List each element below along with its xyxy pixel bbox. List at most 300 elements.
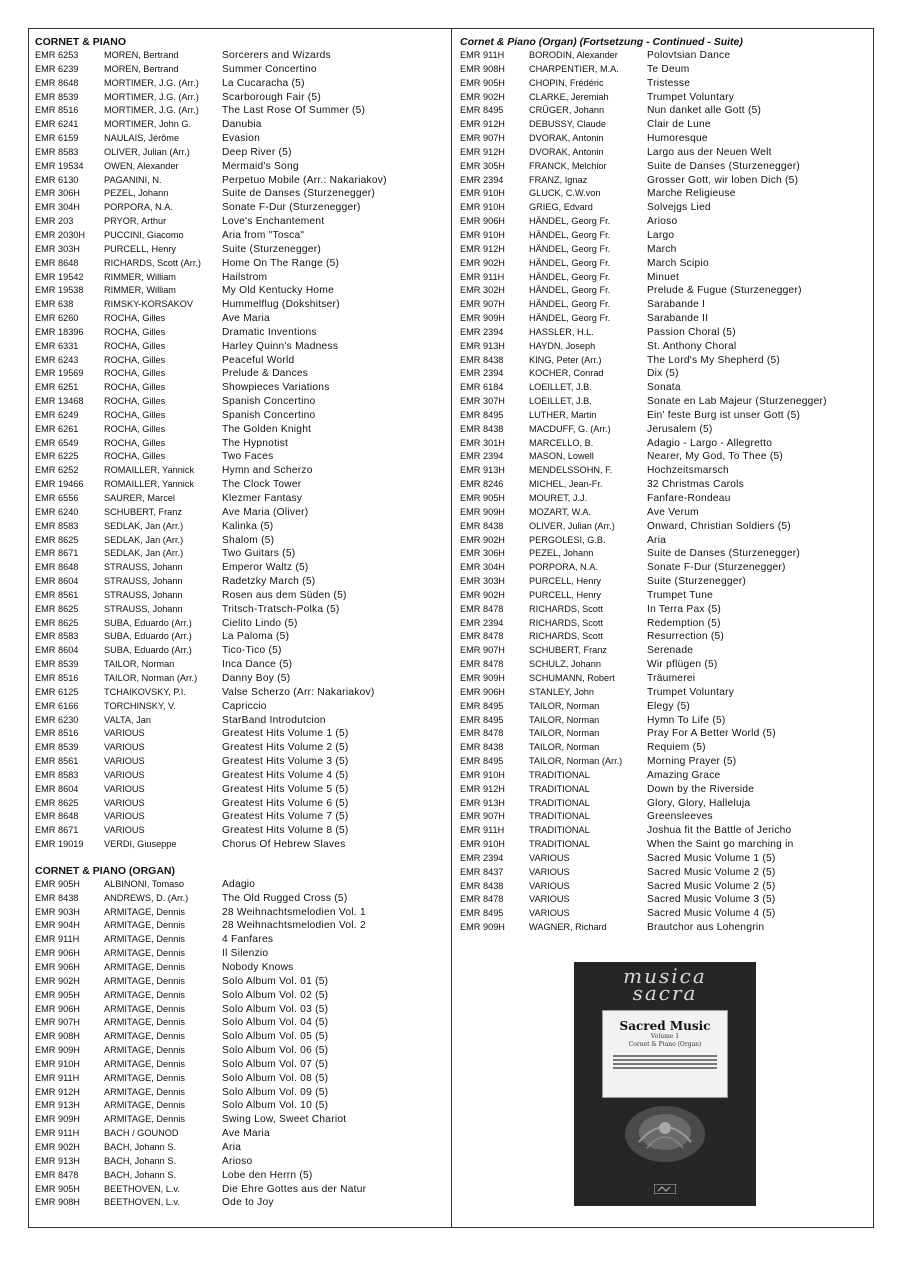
- catalog-code: EMR 913H: [35, 1100, 80, 1111]
- list-item: [35, 603, 445, 617]
- catalog-code: EMR 908H: [35, 1031, 80, 1042]
- catalog-code: EMR 913H: [460, 465, 505, 476]
- work-title: Joshua fit the Battle of Jericho: [647, 825, 792, 837]
- work-title: Arioso: [222, 1155, 253, 1167]
- list-item: [460, 727, 868, 741]
- work-title: March Scipio: [647, 257, 709, 269]
- catalog-code: EMR 910H: [460, 229, 505, 240]
- list-item: [460, 769, 868, 783]
- list-item: [35, 326, 445, 340]
- list-item: [460, 104, 868, 118]
- composer: RICHARDS, Scott (Arr.): [104, 257, 201, 268]
- composer: HASSLER, H.L.: [529, 326, 594, 337]
- catalog-code: EMR 909H: [460, 672, 505, 683]
- composer: ARMITAGE, Dennis: [104, 1100, 186, 1111]
- catalog-code: EMR 908H: [460, 63, 505, 74]
- work-title: Two Guitars (5): [222, 548, 296, 560]
- section-title-cornet-piano: CORNET & PIANO: [35, 36, 127, 48]
- list-item: [35, 49, 445, 63]
- list-item: [35, 755, 445, 769]
- work-title: Solo Album Vol. 09 (5): [222, 1086, 329, 1098]
- list-item: [460, 921, 868, 935]
- list-item: [460, 174, 868, 188]
- list-item: [35, 700, 445, 714]
- work-title: Kalinka (5): [222, 520, 274, 532]
- work-title: Hummelflug (Dokshitser): [222, 299, 340, 311]
- work-title: Two Faces: [222, 451, 274, 463]
- work-title: Träumerei: [647, 672, 696, 684]
- list-item: [35, 1127, 445, 1141]
- list-item: [460, 492, 868, 506]
- catalog-code: EMR 203: [35, 216, 74, 227]
- composer: OWEN, Alexander: [104, 160, 179, 171]
- list-item: [35, 892, 445, 906]
- composer: ARMITAGE, Dennis: [104, 962, 186, 972]
- composer: GLUCK, C.W.von: [529, 188, 601, 199]
- catalog-code: EMR 902H: [460, 534, 505, 545]
- catalog-code: EMR 6331: [35, 340, 79, 351]
- composer: MOURET, J.J.: [529, 493, 588, 503]
- composer: SEDLAK, Jan (Arr.): [104, 534, 184, 545]
- list-item: [35, 464, 445, 478]
- work-title: The Hypnotist: [222, 437, 289, 449]
- list-item: [35, 104, 445, 118]
- catalog-code: EMR 905H: [35, 1183, 80, 1194]
- list-item: [35, 575, 445, 589]
- list-item: [460, 450, 868, 464]
- work-title: Tico-Tico (5): [222, 645, 282, 657]
- list-item: [35, 174, 445, 188]
- composer: HÄNDEL, Georg Fr.: [529, 243, 611, 254]
- cover-publisher-logo: [574, 1184, 756, 1196]
- work-title: Solo Album Vol. 06 (5): [222, 1045, 329, 1057]
- work-title: Trumpet Voluntary: [647, 91, 735, 103]
- list-item: [35, 1183, 445, 1197]
- work-title: Trumpet Tune: [647, 589, 714, 601]
- list-item: [35, 1003, 445, 1017]
- work-title: Suite (Sturzenegger): [647, 576, 747, 588]
- list-item: [460, 907, 868, 921]
- composer: VARIOUS: [104, 811, 145, 822]
- work-title: Grosser Gott, wir loben Dich (5): [647, 174, 799, 186]
- catalog-code: EMR 301H: [460, 437, 505, 448]
- work-title: Ave Verum: [647, 506, 699, 518]
- composer: TRADITIONAL: [529, 797, 590, 808]
- composer: RIMSKY-KORSAKOV: [104, 299, 194, 310]
- work-title: Greatest Hits Volume 3 (5): [222, 756, 349, 768]
- work-title: Onward, Christian Soldiers (5): [647, 520, 791, 532]
- catalog-code: EMR 907H: [460, 811, 505, 822]
- work-title: Ode to Joy: [222, 1197, 274, 1209]
- list-item: [460, 686, 868, 700]
- composer: SCHUBERT, Franz: [529, 645, 607, 656]
- catalog-code: EMR 910H: [35, 1058, 80, 1069]
- composer: TRADITIONAL: [529, 769, 590, 780]
- catalog-code: EMR 6241: [35, 119, 79, 130]
- list-item: [460, 852, 868, 866]
- catalog-code: EMR 902H: [460, 91, 505, 102]
- catalog-code: EMR 6261: [35, 423, 79, 434]
- work-title: Resurrection (5): [647, 631, 725, 643]
- composer: MACDUFF, G. (Arr.): [529, 423, 611, 434]
- composer: MORTIMER, John G.: [104, 119, 192, 130]
- catalog-code: EMR 911H: [460, 825, 505, 836]
- work-title: Nun danket alle Gott (5): [647, 105, 762, 117]
- composer: RIMMER, William: [104, 271, 176, 282]
- work-title: St. Anthony Choral: [647, 340, 737, 352]
- cover-brand-line1: musica: [623, 964, 707, 988]
- catalog-code: EMR 8583: [35, 769, 79, 780]
- composer: STRAUSS, Johann: [104, 562, 183, 573]
- composer: PERGOLESI, G.B.: [529, 534, 606, 545]
- list-item: [35, 714, 445, 728]
- cover-brand-line2: sacra: [632, 981, 698, 1005]
- catalog-code: EMR 8478: [460, 631, 504, 642]
- list-item: [35, 561, 445, 575]
- list-item: [460, 146, 868, 160]
- list-item: [35, 769, 445, 783]
- catalog-code: EMR 8671: [35, 825, 79, 836]
- work-title: Minuet: [647, 271, 680, 283]
- composer: ARMITAGE, Dennis: [104, 1058, 186, 1069]
- composer: HÄNDEL, Georg Fr.: [529, 257, 611, 268]
- work-title: Solo Album Vol. 04 (5): [222, 1017, 329, 1029]
- list-item: [460, 367, 868, 381]
- catalog-code: EMR 8625: [35, 534, 79, 545]
- composer: MOREN, Bertrand: [104, 63, 179, 74]
- catalog-code: EMR 8539: [35, 742, 79, 753]
- composer: TAILOR, Norman (Arr.): [529, 756, 623, 767]
- work-title: Marche Religieuse: [647, 188, 736, 200]
- work-title: Polovtsian Dance: [647, 50, 731, 61]
- list-item: [460, 534, 868, 548]
- work-title: Spanish Concertino: [222, 396, 316, 408]
- list-item: [35, 1196, 445, 1210]
- composer: BORODIN, Alexander: [529, 50, 618, 60]
- work-title: Greatest Hits Volume 7 (5): [222, 811, 349, 823]
- list-item: [460, 810, 868, 824]
- composer: VARIOUS: [104, 797, 145, 808]
- list-item: [35, 947, 445, 961]
- work-title: Jerusalem (5): [647, 423, 713, 435]
- list-item: [35, 1016, 445, 1030]
- catalog-code: EMR 8246: [460, 479, 504, 490]
- composer: ARMITAGE, Dennis: [104, 1045, 186, 1056]
- work-title: Shalom (5): [222, 534, 275, 546]
- work-title: Valse Scherzo (Arr: Nakariakov): [222, 686, 375, 698]
- catalog-code: EMR 902H: [460, 589, 505, 600]
- list-item: [35, 312, 445, 326]
- work-title: Inca Dance (5): [222, 659, 293, 671]
- catalog-code: EMR 909H: [35, 1114, 80, 1125]
- list-item: [460, 714, 868, 728]
- list-item: [460, 201, 868, 215]
- work-title: Scarborough Fair (5): [222, 91, 321, 103]
- work-title: Solo Album Vol. 05 (5): [222, 1031, 329, 1043]
- work-title: Showpieces Variations: [222, 382, 330, 394]
- catalog-code: EMR 6240: [35, 506, 79, 517]
- list-item: [460, 741, 868, 755]
- composer: ROCHA, Gilles: [104, 368, 166, 379]
- catalog-code: EMR 911H: [35, 1128, 80, 1139]
- catalog-code: EMR 906H: [460, 686, 505, 697]
- catalog-code: EMR 2394: [460, 451, 504, 462]
- list-cornet-piano-organ-continued: [460, 49, 868, 935]
- list-item: [460, 271, 868, 285]
- catalog-code: EMR 911H: [460, 50, 505, 60]
- list-item: [35, 1113, 445, 1127]
- catalog-code: EMR 905H: [35, 878, 80, 889]
- work-title: Sarabande I: [647, 299, 706, 311]
- list-item: [460, 63, 868, 77]
- list-item: [35, 1030, 445, 1044]
- work-title: My Old Kentucky Home: [222, 285, 335, 297]
- list-item: [35, 91, 445, 105]
- catalog-code: EMR 8478: [35, 1169, 79, 1180]
- list-item: [460, 312, 868, 326]
- work-title: Danny Boy (5): [222, 672, 291, 684]
- composer: SUBA, Eduardo (Arr.): [104, 645, 192, 656]
- work-title: The Last Rose Of Summer (5): [222, 105, 366, 117]
- work-title: Redemption (5): [647, 617, 721, 629]
- catalog-code: EMR 912H: [460, 119, 505, 130]
- composer: ROCHA, Gilles: [104, 326, 166, 337]
- catalog-code: EMR 908H: [35, 1197, 80, 1208]
- catalog-code: EMR 8625: [35, 617, 79, 628]
- work-title: Te Deum: [647, 63, 690, 75]
- composer: HAYDN, Joseph: [529, 340, 596, 351]
- catalog-code: EMR 912H: [460, 146, 505, 157]
- composer: PORPORA, N.A.: [104, 202, 173, 213]
- work-title: Hailstrom: [222, 271, 268, 283]
- composer: ARMITAGE, Dennis: [104, 1072, 186, 1083]
- composer: ROCHA, Gilles: [104, 396, 166, 407]
- list-item: [35, 547, 445, 561]
- work-title: Adagio: [222, 878, 256, 890]
- list-item: [35, 824, 445, 838]
- composer: VARIOUS: [529, 894, 570, 905]
- composer: OLIVER, Julian (Arr.): [104, 146, 190, 157]
- list-item: [460, 630, 868, 644]
- work-title: Sorcerers and Wizards: [222, 50, 331, 61]
- composer: SUBA, Eduardo (Arr.): [104, 631, 192, 642]
- list-item: [460, 215, 868, 229]
- work-title: Largo: [647, 229, 675, 241]
- list-item: [35, 201, 445, 215]
- catalog-code: EMR 8625: [35, 797, 79, 808]
- list-item: [460, 395, 868, 409]
- work-title: Adagio - Largo - Allegretto: [647, 437, 773, 449]
- catalog-code: EMR 6225: [35, 451, 79, 462]
- list-item: [460, 700, 868, 714]
- section-gap: [35, 852, 445, 864]
- cover-title-box: [602, 1010, 728, 1098]
- composer: ROCHA, Gilles: [104, 354, 166, 365]
- work-title: Summer Concertino: [222, 63, 317, 75]
- work-title: The Lord's My Shepherd (5): [647, 354, 781, 366]
- composer: DEBUSSY, Claude: [529, 119, 606, 130]
- catalog-code: EMR 902H: [35, 1141, 80, 1152]
- composer: DVORAK, Antonin: [529, 146, 604, 157]
- list-item: [35, 906, 445, 920]
- work-title: Peaceful World: [222, 354, 295, 366]
- section-title-continued: Cornet & Piano (Organ) (Fortsetzung - Continued - Suite): [460, 36, 743, 48]
- composer: MORTIMER, J.G. (Arr.): [104, 91, 199, 102]
- composer: ARMITAGE, Dennis: [104, 934, 186, 945]
- composer: HÄNDEL, Georg Fr.: [529, 313, 611, 324]
- catalog-code: EMR 903H: [35, 906, 80, 917]
- list-item: [460, 880, 868, 894]
- list-item: [35, 423, 445, 437]
- list-item: [460, 672, 868, 686]
- composer: ROCHA, Gilles: [104, 409, 166, 420]
- catalog-code: EMR 305H: [460, 160, 505, 171]
- composer: CLARKE, Jeremiah: [529, 91, 609, 102]
- composer: PUCCINI, Giacomo: [104, 229, 184, 240]
- list-item: [460, 658, 868, 672]
- composer: SUBA, Eduardo (Arr.): [104, 617, 192, 628]
- list-item: [460, 229, 868, 243]
- catalog-code: EMR 6251: [35, 382, 79, 393]
- composer: VARIOUS: [529, 852, 570, 863]
- catalog-code: EMR 8478: [460, 603, 504, 614]
- list-item: [35, 450, 445, 464]
- list-item: [460, 257, 868, 271]
- catalog-code: EMR 911H: [460, 271, 505, 282]
- catalog-code: EMR 8583: [35, 520, 79, 531]
- work-title: Solo Album Vol. 07 (5): [222, 1058, 329, 1070]
- list-item: [35, 520, 445, 534]
- list-item: [460, 866, 868, 880]
- catalog-code: EMR 8478: [460, 728, 504, 739]
- catalog-code: EMR 906H: [35, 962, 80, 972]
- work-title: Hymn and Scherzo: [222, 465, 313, 477]
- work-title: Prelude & Dances: [222, 368, 309, 380]
- work-title: Suite (Sturzenegger): [222, 243, 322, 255]
- composer: ROCHA, Gilles: [104, 423, 166, 434]
- composer: PORPORA, N.A.: [529, 562, 598, 573]
- catalog-code: EMR 906H: [35, 948, 80, 959]
- composer: LUTHER, Martin: [529, 409, 597, 420]
- list-item: [35, 506, 445, 520]
- catalog-code: EMR 904H: [35, 920, 80, 931]
- work-title: Tritsch-Tratsch-Polka (5): [222, 603, 340, 615]
- catalog-code: EMR 306H: [35, 188, 80, 199]
- work-title: Greensleeves: [647, 811, 713, 823]
- cover-subtitle-instrument: Cornet & Piano (Organ): [628, 1041, 702, 1048]
- catalog-code: EMR 8438: [460, 742, 504, 753]
- catalog-code: EMR 902H: [35, 975, 80, 986]
- work-title: Klezmer Fantasy: [222, 493, 303, 504]
- list-item: [460, 520, 868, 534]
- composer: BACH, Johann S.: [104, 1141, 177, 1152]
- work-title: The Old Rugged Cross (5): [222, 892, 348, 904]
- list-item: [35, 146, 445, 160]
- composer: TAILOR, Norman (Arr.): [104, 672, 198, 683]
- composer: PRYOR, Arthur: [104, 216, 167, 227]
- work-title: Radetzky March (5): [222, 576, 316, 588]
- catalog-code: EMR 8478: [460, 659, 504, 670]
- work-title: Ave Maria (Oliver): [222, 506, 309, 518]
- catalog-code: EMR 8516: [35, 105, 79, 116]
- cover-contents-lines: [613, 1055, 717, 1069]
- composer: VARIOUS: [104, 728, 145, 739]
- work-title: Suite de Danses (Sturzenegger): [222, 188, 376, 200]
- catalog-code: EMR 6549: [35, 437, 79, 448]
- list-item: [35, 989, 445, 1003]
- list-item: [460, 326, 868, 340]
- composer: VALTA, Jan: [104, 714, 151, 725]
- composer: ARMITAGE, Dennis: [104, 975, 186, 986]
- catalog-code: EMR 911H: [35, 1072, 80, 1083]
- list-item: [460, 49, 868, 63]
- work-title: Hochzeitsmarsch: [647, 465, 729, 477]
- list-item: [35, 961, 445, 975]
- work-title: Serenade: [647, 645, 694, 657]
- composer: PURCELL, Henry: [104, 243, 176, 254]
- cover-subtitle-volume: Volume 1: [650, 1033, 680, 1040]
- list-item: [35, 409, 445, 423]
- list-item: [460, 783, 868, 797]
- work-title: Arioso: [647, 216, 678, 228]
- list-item: [35, 727, 445, 741]
- composer: VARIOUS: [104, 769, 145, 780]
- catalog-code: EMR 8648: [35, 811, 79, 822]
- cover-brand-logo: [574, 964, 756, 1005]
- list-item: [35, 118, 445, 132]
- catalog-code: EMR 912H: [460, 243, 505, 254]
- composer: DVORAK, Antonin: [529, 133, 604, 144]
- catalog-code: EMR 905H: [460, 77, 505, 88]
- list-item: [460, 589, 868, 603]
- work-title: 28 Weihnachtsmelodien Vol. 2: [222, 920, 366, 932]
- work-title: When the Saint go marching in: [647, 839, 794, 851]
- catalog-code: EMR 2394: [460, 617, 504, 628]
- list-item: [35, 298, 445, 312]
- work-title: Sarabande II: [647, 313, 709, 325]
- catalog-code: EMR 302H: [460, 285, 505, 296]
- composer: LOEILLET, J.B.: [529, 396, 592, 407]
- composer: ARMITAGE, Dennis: [104, 906, 186, 917]
- catalog-code: EMR 910H: [460, 188, 505, 199]
- work-title: Ein' feste Burg ist unser Gott (5): [647, 409, 801, 421]
- work-title: Greatest Hits Volume 4 (5): [222, 769, 349, 781]
- work-title: Home On The Range (5): [222, 257, 340, 269]
- list-item: [35, 797, 445, 811]
- composer: ROCHA, Gilles: [104, 382, 166, 393]
- composer: VARIOUS: [104, 742, 145, 753]
- catalog-code: EMR 8495: [460, 105, 504, 116]
- list-item: [460, 478, 868, 492]
- catalog-code: EMR 8516: [35, 728, 79, 739]
- work-title: Evasion: [222, 133, 260, 145]
- work-title: Solo Album Vol. 01 (5): [222, 975, 329, 987]
- work-title: Greatest Hits Volume 8 (5): [222, 825, 349, 837]
- work-title: Dix (5): [647, 368, 679, 380]
- work-title: Humoresque: [647, 133, 708, 145]
- list-item: [460, 506, 868, 520]
- work-title: Il Silenzio: [222, 948, 269, 960]
- work-title: 4 Fanfares: [222, 934, 274, 946]
- list-item: [35, 215, 445, 229]
- composer: TORCHINSKY, V.: [104, 700, 176, 711]
- composer: MORTIMER, J.G. (Arr.): [104, 77, 199, 88]
- work-title: Sacred Music Volume 2 (5): [647, 880, 776, 892]
- work-title: Harley Quinn's Madness: [222, 340, 339, 352]
- composer: ROCHA, Gilles: [104, 313, 166, 324]
- work-title: Brautchor aus Lohengrin: [647, 922, 765, 934]
- catalog-code: EMR 912H: [35, 1086, 80, 1097]
